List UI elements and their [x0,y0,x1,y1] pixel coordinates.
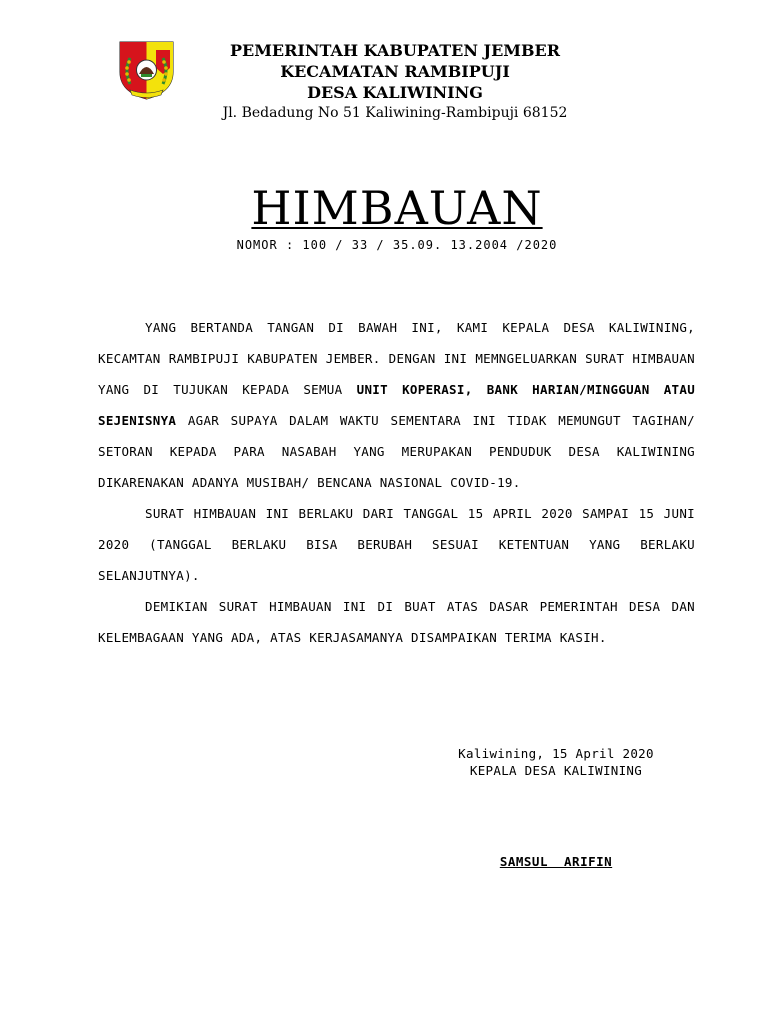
signature-place-date: Kaliwining, 15 April 2020 [458,746,654,761]
signature-name-text: SAMSUL ARIFIN [499,854,613,869]
p1-bold-bank: BANK HARIAN/MINGGUAN ATAU SEJENISNYA [98,382,696,428]
document-title-text: HIMBAUAN [251,181,543,235]
signature-name [456,853,656,870]
p1-bold-comma: , [464,382,487,397]
p1-text-a: YANG BERTANDA TANGAN DI BAWAH INI, KAMI KEPALA DESA KALIWINING, KECAMTAN RAMBIPUJI KABUPATEN JEMBER. DENGAN INI MEMNGELUARKAN SURAT HIMBAUAN YANG DI TUJUKAN KEPADA SEMUA [98,320,695,397]
document-title [0,178,768,238]
p1-text-b: AGAR SUPAYA DALAM WAKTU SEMENTARA INI TIDAK MEMUNGUT TAGIHAN/ SETORAN KEPADA PARA NASABAH YANG MERUPAKAN PENDUDUK DESA KALIWINING DIKARENAKAN ADANYA MUSIBAH/ BENCANA NASIONAL COVID-19. [98,413,695,490]
signature-block [456,745,656,779]
signature-position: KEPALA DESA KALIWINING [469,763,643,778]
body-paragraph-3: DEMIKIAN SURAT HIMBAUAN INI DI BUAT ATAS DASAR PEMERINTAH DESA DAN KELEMBAGAAN YANG ADA, ATAS KERJASAMANYA DISAMPAIKAN TERIMA KASIH. [98,599,695,645]
letterhead [215,40,575,123]
letter-body [98,312,695,653]
document-number: NOMOR : 100 / 33 / 35.09. 13.2004 /2020 [236,238,558,252]
body-paragraph-2: SURAT HIMBAUAN INI BERLAKU DARI TANGGAL 15 APRIL 2020 SAMPAI 15 JUNI 2020 (TANGGAL BERLAKU BISA BERUBAH SESUAI KETENTUAN YANG BERLAKU SELANJUTNYA). [98,506,695,583]
letterhead-address: Jl. Bedadung No 51 Kaliwining-Rambipuji 68152 [222,105,568,121]
letterhead-government: PEMERINTAH KABUPATEN JEMBER [229,41,560,60]
body-paragraph-1 [98,312,695,498]
p1-bold-cooperative: UNIT KOPERASI [356,382,465,397]
letterhead-village: DESA KALIWINING [307,83,483,102]
jember-emblem-logo [108,38,185,102]
letterhead-district: KECAMATAN RAMBIPUJI [280,62,510,81]
